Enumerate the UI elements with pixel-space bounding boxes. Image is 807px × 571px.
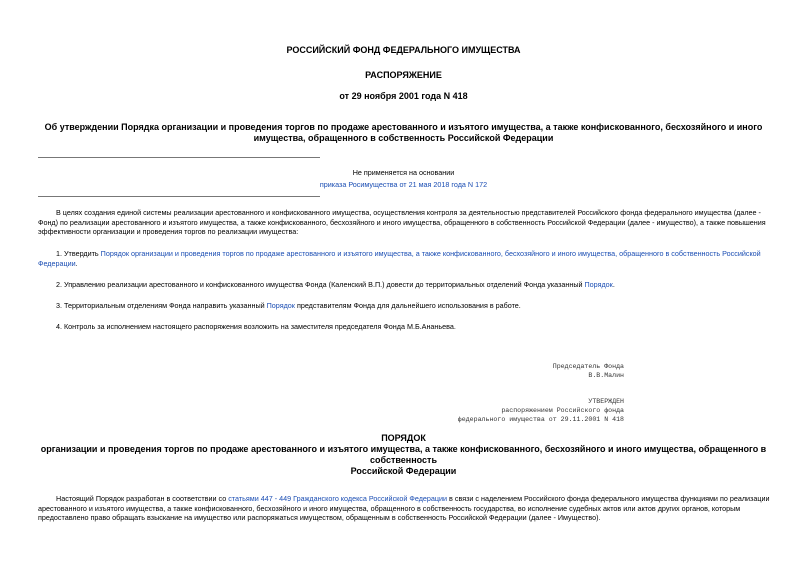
item-2-end: . [612,280,615,289]
item-2-text: 2. Управлению реализации арестованного и конфискованного имущества Фонда (Каленский В.П.) довести до территориальных отделений Фонда указанный [56,280,585,289]
signature-role: Председатель Фонда [552,363,624,370]
order-subtitle: организации и проведения торгов по продаже арестованного и изъятого имущества, а также конфискованного, бесхозяйного и иного имущества, обращенного в собственность [40,444,767,465]
order-link-3[interactable]: Порядок [266,301,295,310]
document-title: Об утверждении Порядка организации и проведения торгов по продаже арестованного и изъятого имущества, а также конфискованного, бесхозяйного и иного имущества, обращенного в собственность Российской Федерации [44,122,763,143]
signature-name: В.В.Малин [588,372,624,379]
order-link-2[interactable]: Порядок [584,280,613,289]
order-link[interactable]: Порядок организации и проведения торгов по продаже арестованного и изъятого имущества, а также конфискованного, бесхозяйного и иного имущества, обращенного в собственность Российской Федерации [38,249,761,268]
divider-bottom [38,196,320,197]
approval-line-2: распоряжением Российского фонда [501,407,624,414]
order-paragraph-text: Настоящий Порядок разработан в соответствии со [56,494,229,503]
civil-code-link[interactable]: статьями 447 - 449 Гражданского кодекса Российской Федерации [228,494,448,503]
item-1-end: . [75,258,78,268]
divider-top [38,157,320,158]
approval-line-3: федерального имущества от 29.11.2001 N 418 [457,416,624,423]
notice-text: Не применяется на основании [352,168,455,177]
item-3-end: представителям Фонда для дальнейшего использования в работе. [294,301,521,310]
document-date-number: от 29 ноября 2001 года N 418 [339,91,468,101]
notice-link[interactable]: приказа Росимущества от 21 мая 2018 года N 172 [319,180,488,189]
order-title: ПОРЯДОК [381,433,426,443]
item-3 [38,301,770,311]
item-4: 4. Контроль за исполнением настоящего распоряжения возложить на заместителя председателя Фонда М.Б.Ананьева. [56,322,456,331]
item-1-text: 1. Утвердить [56,249,101,258]
item-2 [38,280,770,290]
item-1 [38,249,770,268]
approval-line-1: УТВЕРЖДЕН [588,398,624,405]
order-paragraph-rest: в связи с наделением Российского фонда федерального имущества функциями по реализации арестованного и изъятого имущества, а также конфискованного, бесхозяйного и иного имущества, обращенного в собственность государства, во исполнение судебных актов или актов других органов, которым предоставлено право обращать взыскание на имущество или распоряжаться имуществом, обращенным в собственность Российской Федерации (далее - Имущество). [38,494,770,523]
document-type: РАСПОРЯЖЕНИЕ [365,70,442,80]
order-subtitle-2: Российской Федерации [350,466,457,476]
order-paragraph [38,494,770,523]
organization-name: РОССИЙСКИЙ ФОНД ФЕДЕРАЛЬНОГО ИМУЩЕСТВА [286,45,521,55]
intro-paragraph: В целях создания единой системы реализации арестованного и конфискованного имущества, осуществления контроля за деятельностью представителей Российского фонда федерального имущества (далее - Фонд) по реализации арестованного и изъятого имущества, а также конфискованного, бесхозяйного и иного имущества, обращенного в собственность Российской Федерации (далее - имущество), а также повышения эффективности организации и проведения торгов по реализации имущества: [38,208,766,237]
item-3-text: 3. Территориальным отделениям Фонда направить указанный [56,301,267,310]
